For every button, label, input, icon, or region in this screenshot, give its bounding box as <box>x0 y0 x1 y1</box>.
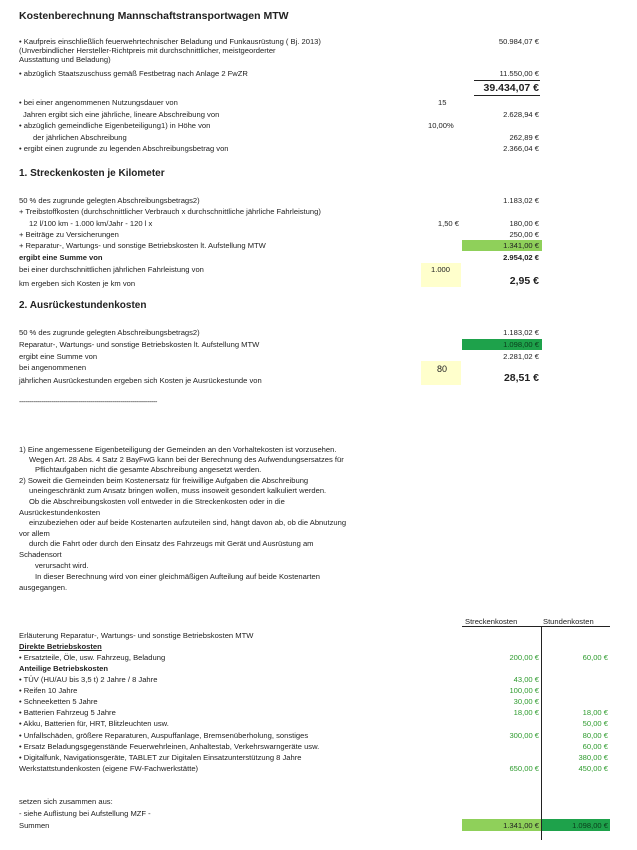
sum-stunde-value: 1.098,00 € <box>572 821 608 830</box>
note-line: Wegen Art. 28 Abs. 4 Satz 2 BayFwG kann bei der Berechnung des Aufwendungsersatzes für <box>29 455 344 464</box>
section1-heading: 1. Streckenkosten je Kilometer <box>19 168 165 179</box>
col-header-strecke: Streckenkosten <box>465 617 518 626</box>
s1-summe-label: ergibt eine Summe von <box>19 253 103 262</box>
cost-row-label: Werkstattstundenkosten (eigene FW-Fachwerkstätte) <box>19 764 199 773</box>
section2-heading: 2. Ausrückestundenkosten <box>19 300 147 311</box>
cost-row-label: • TÜV (HU/AU bis 3,5 t) 2 Jahre / 8 Jahre <box>19 675 158 684</box>
cost-row-stunde: 60,00 € <box>582 653 608 662</box>
s1-verbrauch-label: 12 l/100 km - 1.000 km/Jahr - 120 l x <box>29 219 153 228</box>
abschreibung-value: 2.628,94 € <box>503 110 539 119</box>
cost-row-stunde: 450,00 € <box>578 764 608 773</box>
cost-row-strecke: 100,00 € <box>509 686 539 695</box>
abschreibungsbetrag-label: • ergibt einen zugrunde zu legenden Abschreibungsbetrag von <box>19 144 229 153</box>
col-header-stunde: Stundenkosten <box>543 617 594 626</box>
cost-row-strecke: 300,00 € <box>509 731 539 740</box>
cost-row-strecke: 18,00 € <box>513 708 539 717</box>
cost-row-strecke: 200,00 € <box>509 653 539 662</box>
kaufpreis-note-1: (Unverbindlicher Hersteller-Richtpreis mit durchschnittlicher, meistgeorderter <box>19 46 276 55</box>
cost-row-stunde: 60,00 € <box>582 742 608 751</box>
note-line: einzubeziehen oder auf beide Kostenarten aufzuteilen sind, hängt davon ab, ob die Abnutzung <box>29 518 347 527</box>
note-line: Schadensort <box>19 550 62 559</box>
footer-note-1: setzen sich zusammen aus: <box>19 797 113 806</box>
nutzungsdauer-label: • bei einer angenommenen Nutzungsdauer von <box>19 98 178 107</box>
note-line: 1) Eine angemessene Eigenbeteiligung der Gemeinden an den Vorhaltekosten ist vorzusehen. <box>19 445 337 454</box>
s1-summe-value: 2.954,02 € <box>503 253 539 262</box>
s2-reparatur-value: 1.098,00 € <box>503 340 539 349</box>
total-rule-bottom <box>474 95 540 96</box>
note-line: Pflichtaufgaben nicht die gesamte Abschreibung angesetzt werden. <box>35 465 262 474</box>
note-line: ausgegangen. <box>19 583 68 592</box>
kaufpreis-label: • Kaufpreis einschließlich feuerwehrtechnischer Beladung und Funkausrüstung ( Bj. 2013) <box>19 37 321 46</box>
eigenbeteiligung-label: • abzüglich gemeindliche Eigenbeteiligung1) in Höhe von <box>19 121 211 130</box>
abschreibung-label: Jahren ergibt sich eine jährliche, lineare Abschreibung von <box>23 110 220 119</box>
s1-kosten-km-label: km ergeben sich Kosten je km von <box>19 279 136 288</box>
note-line: Ob die Abschreibungskosten voll entweder in die Streckenkosten oder in die <box>29 497 285 506</box>
cost-row-label: • Akku, Batterien für, HRT, Blitzleuchten usw. <box>19 719 169 728</box>
s1-fahrleistung-km: 1.000 <box>431 265 451 274</box>
cost-row-label: • Digitalfunk, Navigationsgeräte, TABLET zur Digitalen Einsatzunterstützung 8 Jahre <box>19 753 302 762</box>
summen-label: Summen <box>19 821 50 830</box>
cost-row-label: • Ersatz Beladungsgegenstände Feuerwehrleinen, Anhaltestab, Verkehrswarngeräte usw. <box>19 742 320 751</box>
s2-stunden-value: 80 <box>437 364 448 374</box>
cost-row-label: • Reifen 10 Jahre <box>19 686 78 695</box>
s1-reparatur-label: + Reparatur-, Wartungs- und sonstige Betriebskosten lt. Aufstellung MTW <box>19 241 266 250</box>
eigenbeteiligung-value: 262,89 € <box>509 133 539 142</box>
sum-strecke-value: 1.341,00 € <box>503 821 539 830</box>
eigenbeteiligung-note: der jährlichen Abschreibung <box>33 133 127 142</box>
total-rule <box>474 80 540 81</box>
cost-row-label: • Batterien Fahrzeug 5 Jahre <box>19 708 116 717</box>
eigenbeteiligung-pct: 10,00% <box>428 121 454 130</box>
cost-row-stunde: 380,00 € <box>578 753 608 762</box>
cost-row-label: • Ersatzteile, Öle, usw. Fahrzeug, Beladung <box>19 653 166 662</box>
cost-row-label: • Schneeketten 5 Jahre <box>19 697 98 706</box>
note-line: verursacht wird. <box>35 561 89 570</box>
kaufpreis-value: 50.984,07 € <box>498 37 539 46</box>
s1-treibstoff-value: 180,00 € <box>509 219 539 228</box>
note-line: Ausrückestundenkosten <box>19 508 101 517</box>
anteil-heading: Anteilige Betriebskosten <box>19 664 109 673</box>
s1-treibstoff-label: + Treibstoffkosten (durchschnittlicher Verbrauch x durchschnittliche jährliche Fahrleistung) <box>19 207 321 216</box>
page-title: Kostenberechnung Mannschaftstransportwagen MTW <box>19 10 289 22</box>
cost-row-label: • Unfallschäden, größere Reparaturen, Auspuffanlage, Bremsenüberholung, sonstiges <box>19 731 309 740</box>
s2-abschreibung-value: 1.183,02 € <box>503 328 539 337</box>
direkt-heading: Direkte Betriebskosten <box>19 642 102 651</box>
cost-row-stunde: 18,00 € <box>582 708 608 717</box>
s2-reparatur-label: Reparatur-, Wartungs- und sonstige Betriebskosten lt. Aufstellung MTW <box>19 340 260 349</box>
s2-summe-label: ergibt eine Summe von <box>19 352 98 361</box>
abschreibungsbetrag-value: 2.366,04 € <box>503 144 539 153</box>
s1-literpreis: 1,50 € <box>437 219 459 228</box>
s1-kosten-km-value: 2,95 € <box>509 275 539 287</box>
s1-fahrleistung-label: bei einer durchschnittlichen jährlichen Fahrleistung von <box>19 265 204 274</box>
table-header-rule <box>462 626 610 627</box>
s2-summe-value: 2.281,02 € <box>503 352 539 361</box>
separator: -------------------------------------------------------------------- <box>19 397 157 406</box>
note-line: vor allem <box>19 529 50 538</box>
note-line: uneingeschränkt zum Ansatz bringen wollen, muss insoweit gesondert kalkuliert werden. <box>29 486 327 495</box>
s1-versicherung-value: 250,00 € <box>509 230 539 239</box>
zuschuss-value: 11.550,00 € <box>499 69 539 78</box>
s1-reparatur-value: 1.341,00 € <box>503 241 539 250</box>
s1-abschreibung-label: 50 % des zugrunde gelegten Abschreibungsbetrags2) <box>19 196 200 205</box>
s2-kosten-stunde-value: 28,51 € <box>503 372 539 384</box>
s2-angenommen-label: bei angenommenen <box>19 363 87 372</box>
total-value: 39.434,07 € <box>483 82 539 94</box>
note-line: 2) Soweit die Gemeinden beim Kostenersatz für freiwillige Aufgaben die Abschreibung <box>19 476 309 485</box>
cost-row-strecke: 650,00 € <box>509 764 539 773</box>
table-caption: Erläuterung Reparatur-, Wartungs- und sonstige Betriebskosten MTW <box>19 631 254 640</box>
note-line: durch die Fahrt oder durch den Einsatz des Fahrzeugs mit Gerät und Ausrüstung am <box>29 539 314 548</box>
s1-versicherung-label: + Beiträge zu Versicherungen <box>19 230 119 239</box>
table-column-divider <box>541 626 542 840</box>
note-line: In dieser Berechnung wird von einer gleichmäßigen Aufteilung auf beide Kostenarten <box>35 572 320 581</box>
cost-row-strecke: 30,00 € <box>513 697 539 706</box>
cost-row-stunde: 50,00 € <box>582 719 608 728</box>
footer-note-2: - siehe Auflistung bei Aufstellung MZF - <box>19 809 151 818</box>
cost-row-strecke: 43,00 € <box>513 675 539 684</box>
kaufpreis-note-2: Ausstattung und Beladung) <box>19 55 111 64</box>
s1-abschreibung-value: 1.183,02 € <box>503 196 539 205</box>
zuschuss-label: • abzüglich Staatszuschuss gemäß Festbetrag nach Anlage 2 FwZR <box>19 69 248 78</box>
s2-abschreibung-label: 50 % des zugrunde gelegten Abschreibungsbetrags2) <box>19 328 200 337</box>
nutzungsdauer-years: 15 <box>438 98 447 107</box>
s2-kosten-stunde-label: jährlichen Ausrückestunden ergeben sich Kosten je Ausrückestunde von <box>19 376 262 385</box>
cost-row-stunde: 80,00 € <box>582 731 608 740</box>
